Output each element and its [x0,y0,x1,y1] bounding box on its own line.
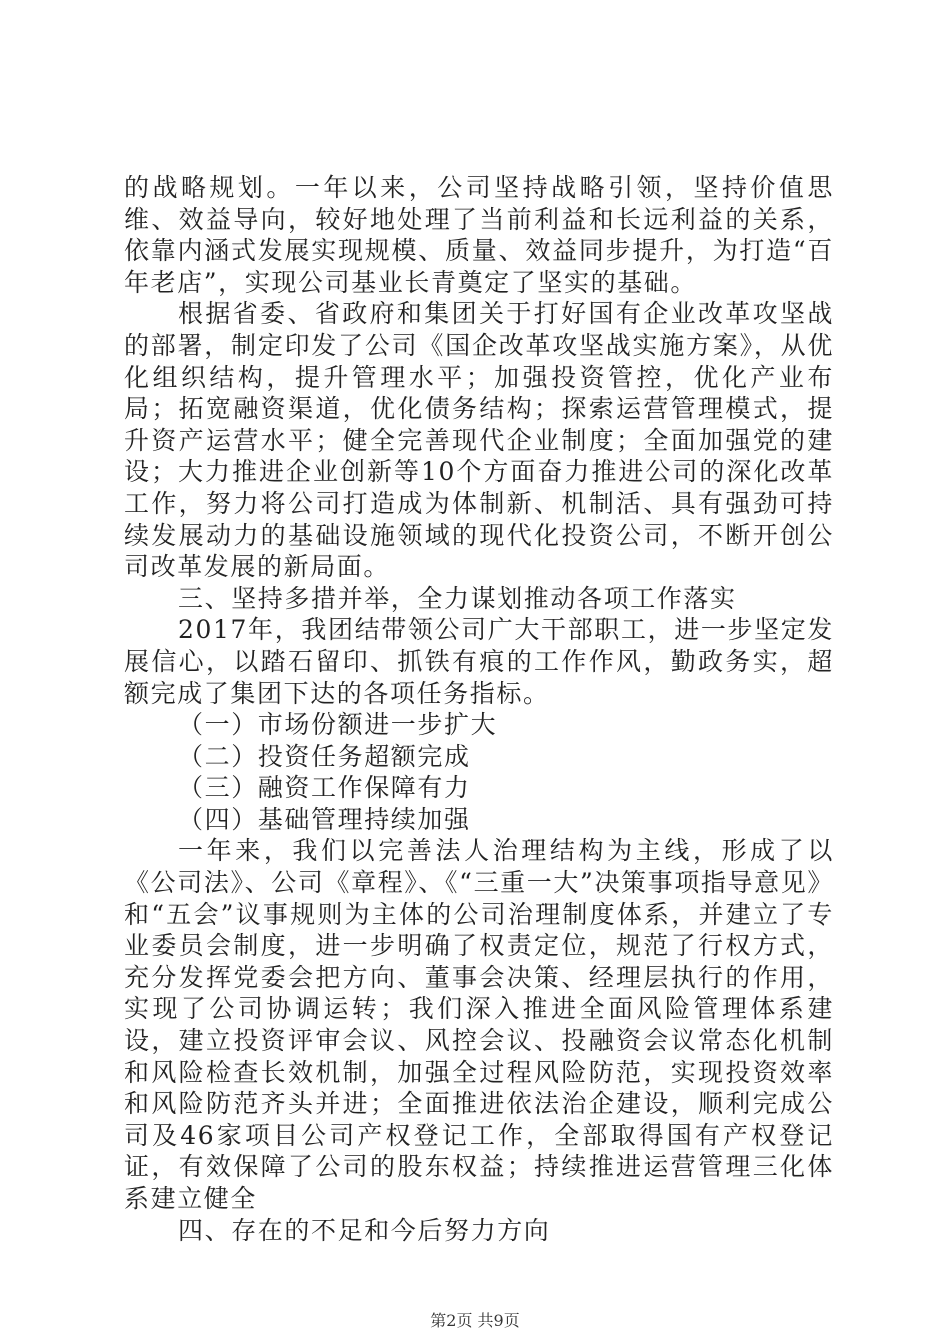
subheading-investment: （二）投资任务超额完成 [178,741,471,771]
paragraph-governance: 一年来，我们以完善法人治理结构为主线，形成了以《公司法》、公司《章程》、《“三重一大”决策事项指导意见》和“五会”议事规则为主体的公司治理制度体系，并建立了专业委员会制度，进一步明确了权责定位，规范了行权方式，充分发挥党委会把方向、董事会决策、经理层执行的作用，实现了公司协调运转；我们深入推进全面风险管理体系建设，建立投资评审会议、风控会议、投融资会议常态化机制和风险检查长效机制，加强全过程风险防范，实现投资效率和风险防范齐头并进；全面推进依法治企建设，顺利完成公司及46家项目公司产权登记工作，全部取得国有产权登记证，有效保障了公司的股东权益；持续推进运营管理三化体系建立健全 [124,836,834,1213]
page-number-footer: 第2页 共9页 [430,1311,520,1330]
paragraph-reform-plan: 根据省委、省政府和集团关于打好国有企业改革攻坚战的部署，制定印发了公司《国企改革攻坚战实施方案》，从优化组织结构，提升管理水平；加强投资管控，优化产业布局；拓宽融资渠道，优化债务结构；探索运营管理模式，提升资产运营水平；健全完善现代企业制度；全面加强党的建设；大力推进企业创新等10个方面奋力推进公司的深化改革工作，努力将公司打造成为体制新、机制活、具有强劲可持续发展动力的基础设施领域的现代化投资公司，不断开创公司改革发展的新局面。 [124,299,834,582]
section-heading-three: 三、坚持多措并举，全力谋划推动各项工作落实 [178,583,737,613]
subheading-management: （四）基础管理持续加强 [178,804,471,834]
subheading-financing: （三）融资工作保障有力 [178,773,471,803]
subheading-market-share: （一）市场份额进一步扩大 [178,710,498,740]
paragraph-strategy-continuation: 的战略规划。一年以来，公司坚持战略引领，坚持价值思维、效益导向，较好地处理了当前利益和长远利益的关系，依靠内涵式发展实现规模、质量、效益同步提升，为打造“百年老店”，实现公司基业长青奠定了坚实的基础。 [124,173,834,297]
paragraph-2017-summary: 2017年，我团结带领公司广大干部职工，进一步坚定发展信心，以踏石留印、抓铁有痕的工作作风，勤政务实，超额完成了集团下达的各项任务指标。 [124,615,834,708]
section-heading-four: 四、存在的不足和今后努力方向 [178,1215,551,1245]
document-body [124,172,834,1246]
